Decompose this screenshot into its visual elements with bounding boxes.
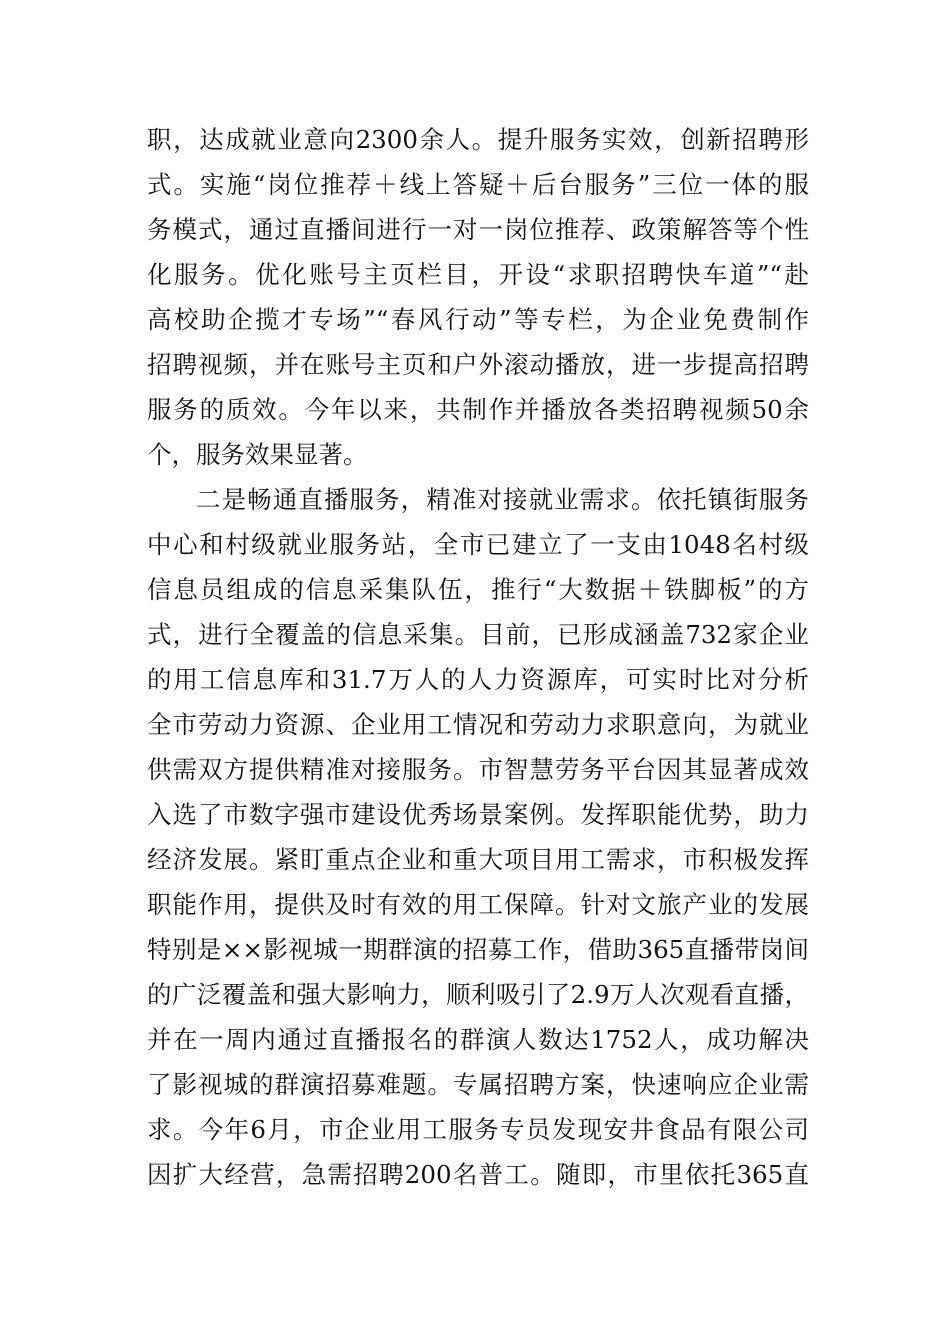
text-line: 招聘视频，并在账号主页和户外滚动播放，进一步提高招聘 xyxy=(147,350,809,379)
text-line: 入选了市数字强市建设优秀场景案例。发挥职能优势，助力 xyxy=(147,800,809,829)
text-line: 全市劳动力资源、企业用工情况和劳动力求职意向，为就业 xyxy=(147,710,809,739)
text-line: 式。实施“岗位推荐＋线上答疑＋后台服务”三位一体的服 xyxy=(147,170,809,199)
text-line: 信息员组成的信息采集队伍，推行“大数据＋铁脚板”的方 xyxy=(147,575,809,604)
paragraph-first-line: 二是畅通直播服务，精准对接就业需求。依托镇街服务 xyxy=(196,485,809,514)
text-line: 因扩大经营，急需招聘200名普工。随即，市里依托365直 xyxy=(147,1160,809,1189)
text-line: 的用工信息库和31.7万人的人力资源库，可实时比对分析 xyxy=(147,665,809,694)
text-line: 供需双方提供精准对接服务。市智慧劳务平台因其显著成效 xyxy=(147,755,809,784)
body-text xyxy=(147,117,809,1197)
text-line: 了影视城的群演招募难题。专属招聘方案，快速响应企业需 xyxy=(147,1070,809,1099)
text-line: 职，达成就业意向2300余人。提升服务实效，创新招聘形 xyxy=(147,125,809,154)
text-line: 并在一周内通过直播报名的群演人数达1752人，成功解决 xyxy=(147,1025,809,1054)
text-line: 务模式，通过直播间进行一对一岗位推荐、政策解答等个性 xyxy=(147,215,809,244)
text-line: 经济发展。紧盯重点企业和重大项目用工需求，市积极发挥 xyxy=(147,845,809,874)
text-line: 职能作用，提供及时有效的用工保障。针对文旅产业的发展 xyxy=(147,890,809,919)
text-line: 化服务。优化账号主页栏目，开设“求职招聘快车道”“赴 xyxy=(147,260,809,289)
text-line: 特别是××影视城一期群演的招募工作，借助365直播带岗间 xyxy=(147,935,809,964)
text-line: 中心和村级就业服务站，全市已建立了一支由1048名村级 xyxy=(147,530,809,559)
text-line: 个，服务效果显著。 xyxy=(147,440,368,469)
text-line: 服务的质效。今年以来，共制作并播放各类招聘视频50余 xyxy=(147,395,809,424)
text-line: 求。今年6月，市企业用工服务专员发现安井食品有限公司 xyxy=(147,1115,809,1144)
text-line: 式，进行全覆盖的信息采集。目前，已形成涵盖732家企业 xyxy=(147,620,809,649)
text-line: 的广泛覆盖和强大影响力，顺利吸引了2.9万人次观看直播， xyxy=(147,980,809,1009)
text-line: 高校助企揽才专场”“春风行动”等专栏，为企业免费制作 xyxy=(147,305,809,334)
